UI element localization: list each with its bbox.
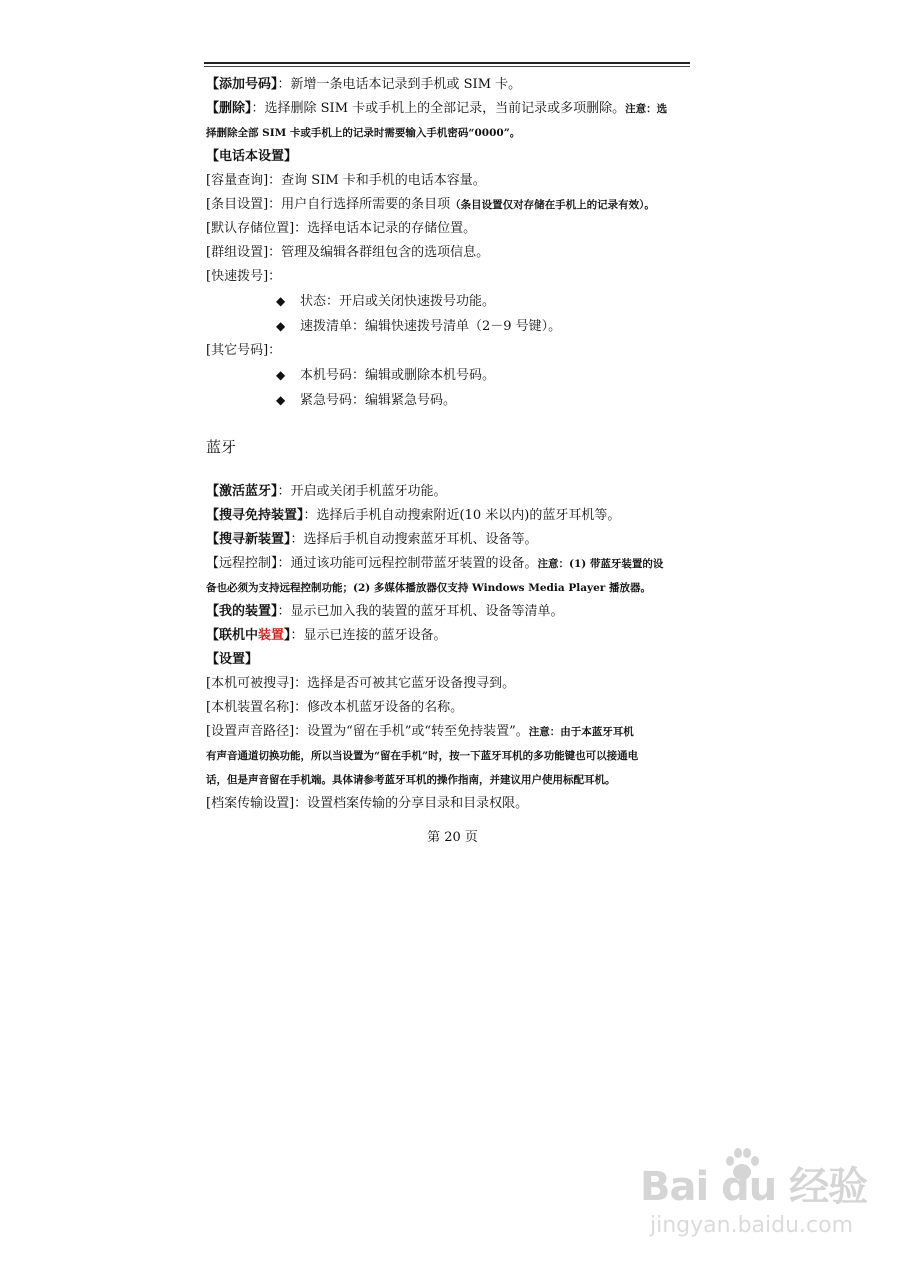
speed-dial-item (206, 289, 690, 314)
device-name-setting: [本机装置名称]：修改本机蓝牙设备的名称。 (206, 700, 464, 715)
delete-note-cont: 择删除全部 SIM 卡或手机上的记录时需要输入手机密码“0000”。 (206, 127, 521, 139)
connected-text: ：显示已连接的蓝牙设备。 (290, 628, 447, 643)
audio-path-text: [设置声音路径]：设置为“留在手机”或“转至免持装置”。 (206, 724, 529, 739)
my-devices-text: ：显示已加入我的装置的蓝牙耳机、设备等清单。 (277, 604, 564, 619)
page-number: 第 20 页 (427, 830, 478, 845)
speed-dial-item (206, 314, 690, 339)
connected-devices-line (206, 624, 690, 648)
audio-path-note-start: 注意：由于本蓝牙耳机 (528, 726, 634, 738)
other-number-item (206, 388, 690, 413)
phonebook-settings-title: 【电话本设置】 (206, 149, 298, 164)
other-number-item-text: 紧急号码：编辑紧急号码。 (300, 393, 457, 408)
delete-text: ：选择删除 SIM 卡或手机上的全部记录，当前记录或多项删除。 (251, 101, 626, 116)
diamond-bullet-icon: ◆ (276, 294, 286, 308)
activate-bt-title: 【激活蓝牙】 (206, 484, 278, 499)
remote-control-note-cont: 备也必须为支持远程控制功能；(2) 多媒体播放器仅支持 Windows Media Player 播放器。 (206, 582, 651, 594)
bt-settings-title: 【设置】 (206, 652, 259, 667)
my-devices-line (206, 600, 690, 624)
delete-note-start: 注意：选 (625, 103, 668, 115)
remote-control-text: ：通过该功能可远程控制带蓝牙装置的设备。 (277, 556, 538, 571)
search-new-text: ：选择后手机自动搜索蓝牙耳机、设备等。 (290, 532, 538, 547)
activate-bt-text: ：开启或关闭手机蓝牙功能。 (277, 484, 447, 499)
search-new-line (206, 528, 690, 552)
audio-path-line (206, 720, 690, 744)
audio-path-note-end: 话，但是声音留在手机端。具体请参考蓝牙耳机的操作指南，并建议用户使用标配耳机。 (206, 774, 616, 786)
header-rule-thin (204, 66, 690, 67)
baidu-jingyan-watermark (640, 1145, 880, 1255)
connected-title-a: 【联机中 (206, 628, 259, 643)
entry-settings-text: [条目设置]：用户自行选择所需要的条目项 (206, 197, 451, 212)
discoverable-setting: [本机可被搜寻]：选择是否可被其它蓝牙设备搜寻到。 (206, 676, 516, 691)
remote-control-line (206, 552, 690, 576)
connected-title-b: 装置 (258, 628, 285, 643)
watermark-logo: Bai du 经验 (640, 1164, 868, 1210)
add-number-title: 【添加号码】 (206, 77, 278, 92)
other-number-item (206, 363, 690, 388)
remote-control-title: 【远程控制】 (206, 556, 278, 571)
search-handsfree-line (206, 504, 690, 528)
delete-line (206, 97, 690, 121)
speed-dial-item-text: 速拨清单：编辑快速拨号清单（2－9 号键）。 (300, 319, 562, 334)
activate-bt-line (206, 480, 690, 504)
speed-dial-title: [快速拨号]： (206, 269, 282, 284)
page-content (206, 73, 690, 816)
entry-settings-line (206, 193, 690, 217)
header-rule (204, 62, 690, 64)
add-number-line (206, 73, 690, 97)
search-handsfree-text: ：选择后手机自动搜索附近(10 米以内)的蓝牙耳机等。 (303, 508, 621, 523)
diamond-bullet-icon: ◆ (276, 368, 286, 382)
entry-settings-note: （条目设置仅对存储在手机上的记录有效）。 (450, 199, 655, 211)
remote-control-note-start: 注意：(1) 带蓝牙装置的设 (537, 558, 664, 570)
add-number-text: ：新增一条电话本记录到手机或 SIM 卡。 (277, 77, 522, 92)
file-transfer-setting: [档案传输设置]：设置档案传输的分享目录和目录权限。 (206, 796, 529, 811)
audio-path-note-cont: 有声音通道切换功能，所以当设置为“留在手机”时，按一下蓝牙耳机的多功能键也可以接通电 (206, 750, 639, 762)
default-storage: [默认存储位置]：选择电话本记录的存储位置。 (206, 221, 477, 236)
other-number-item-text: 本机号码：编辑或删除本机号码。 (300, 368, 496, 383)
capacity-query: [容量查询]：查询 SIM 卡和手机的电话本容量。 (206, 173, 486, 188)
my-devices-title: 【我的装置】 (206, 604, 278, 619)
search-new-title: 【搜寻新装置】 (206, 532, 291, 547)
bluetooth-heading: 蓝牙 (206, 438, 237, 456)
speed-dial-item-text: 状态：开启或关闭快速拨号功能。 (300, 294, 496, 309)
other-numbers-title: [其它号码]： (206, 343, 282, 358)
connected-title-c: 】 (284, 628, 291, 643)
group-settings: [群组设置]：管理及编辑各群组包含的选项信息。 (206, 245, 490, 260)
diamond-bullet-icon: ◆ (276, 393, 286, 407)
diamond-bullet-icon: ◆ (276, 319, 286, 333)
watermark-url: jingyan.baidu.com (650, 1213, 854, 1238)
search-handsfree-title: 【搜寻免持装置】 (206, 508, 304, 523)
delete-title: 【删除】 (206, 101, 252, 116)
